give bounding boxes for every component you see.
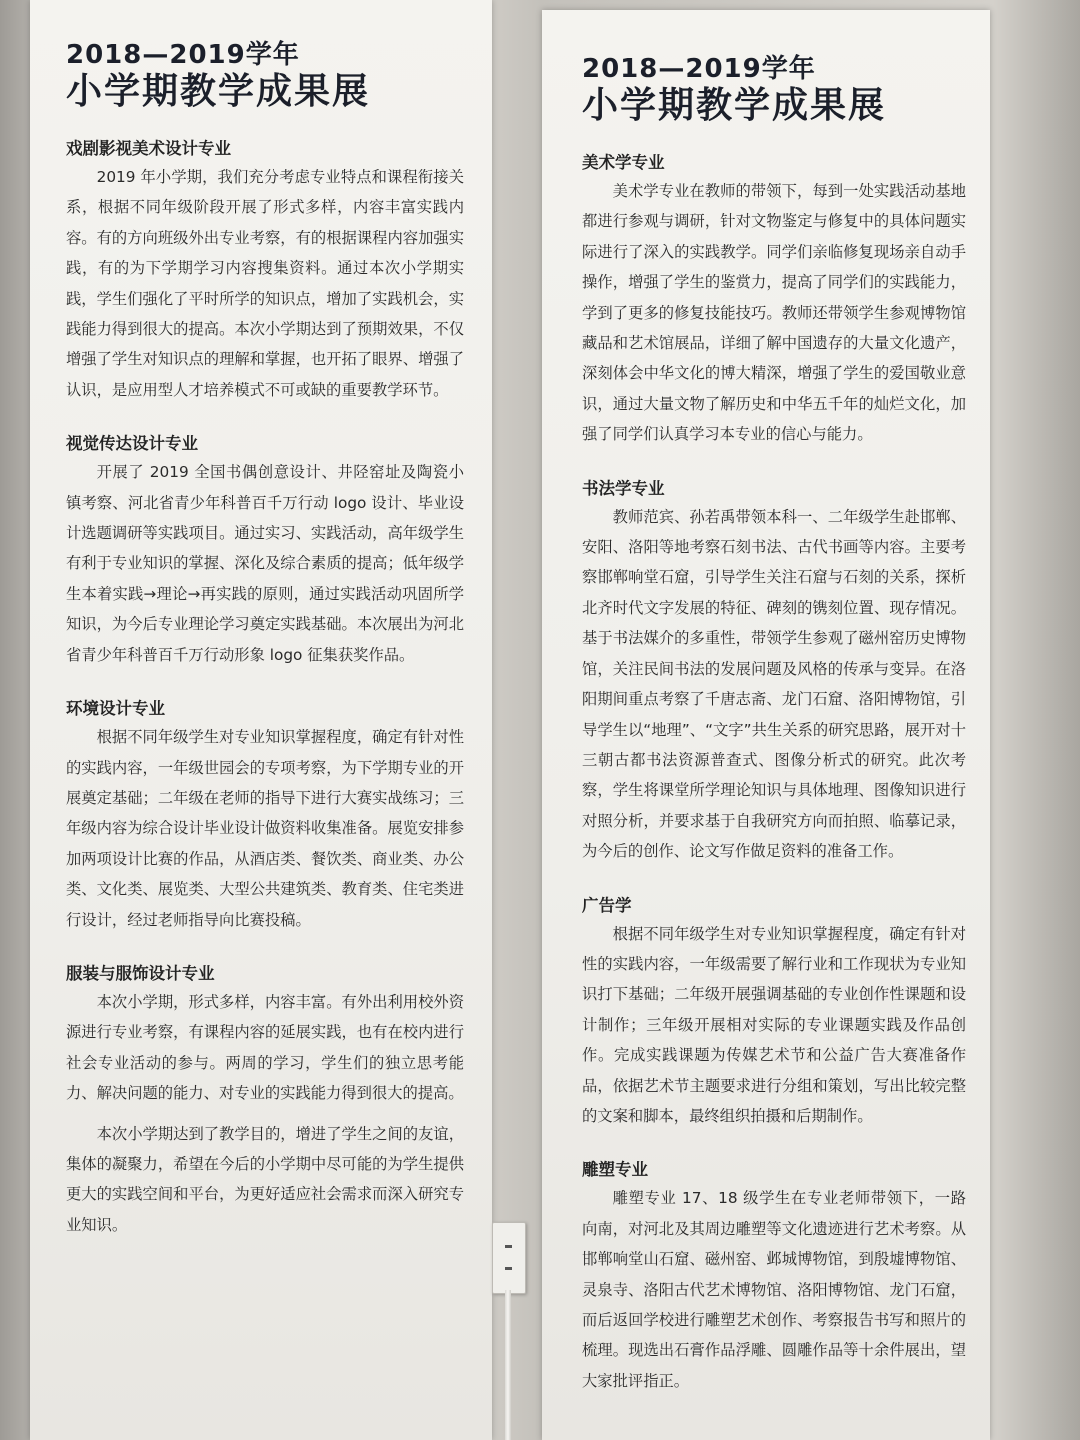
section-heading: 书法学专业 — [582, 478, 665, 498]
section-paragraph: 雕塑专业 17、18 级学生在专业老师带领下，一路向南，对河北及其周边雕塑等文化遗迹进行艺术考察。从邯郸响堂山石窟、磁州窑、邺城博物馆，到殷墟博物馆、灵泉寺、洛阳古代艺术博物馆、洛阳博物馆、龙门石窟，而后返回学校进行雕塑艺术创作、考察报告书写和照片的梳理。现选出石膏作品浮雕、圆雕作品等十余件展出，望大家批评指正。 — [582, 1189, 966, 1390]
section-heading: 雕塑专业 — [582, 1160, 648, 1180]
section-heading: 戏剧影视美术设计专业 — [66, 139, 231, 158]
section-paragraph: 本次小学期达到了教学目的，增进了学生之间的友谊，集体的凝聚力，希望在今后的小学期中尽可能的为学生提供更大的实践空间和平台，为更好适应社会需求而深入研究专业知识。 — [66, 1124, 464, 1234]
board-title: 小学期教学成果展 — [66, 71, 371, 112]
left-exhibition-board — [30, 0, 492, 1440]
section-calligraphy — [582, 476, 966, 867]
section-fashion-design — [66, 961, 464, 1240]
outlet-slot — [505, 1245, 512, 1248]
right-exhibition-board — [542, 10, 990, 1440]
board-title-year: 2018—2019学年 — [582, 54, 816, 84]
section-paragraph: 根据不同年级学生对专业知识掌握程度，确定有针对性的实践内容，一年级世园会的专项考察，为下学期专业的开展奠定基础；二年级在老师的指导下进行大赛实战练习；三年级内容为综合设计毕业设计做资料收集准备。展览安排参加两项设计比赛的作品，从酒店类、餐饮类、商业类、办公类、文化类、展览类、大型公共建筑类、教育类、住宅类进行设计，经过老师指导向比赛投稿。 — [66, 728, 464, 929]
section-drama-film-art-design — [66, 136, 464, 405]
section-paragraph: 教师范宾、孙若禹带领本科一、二年级学生赴邯郸、安阳、洛阳等地考察石刻书法、古代书画等内容。主要考察邯郸响堂石窟，引导学生关注石窟与石刻的关系，探析北齐时代文字发展的特征、碑刻的镌刻位置、现存情况。基于书法媒介的多重性，带领学生参观了磁州窑历史博物馆，关注民间书法的发展问题及风格的传承与变异。在洛阳期间重点考察了千唐志斋、龙门石窟、洛阳博物馆，引导学生以“地理”、“文字”共生关系的研究思路，展开对十三朝古都书法资源普查式、图像分析式的研究。此次考察，学生将课堂所学理论知识与具体地理、图像知识进行对照分析，并要求基于自我研究方向而拍照、临摹记录，为今后的创作、论文写作做足资料的准备工作。 — [582, 507, 966, 861]
section-fine-arts — [582, 150, 966, 450]
section-paragraph: 本次小学期，形式多样，内容丰富。有外出利用校外资源进行专业考察，有课程内容的延展实践，也有在校内进行社会专业活动的参与。两周的学习，学生们的独立思考能力、解决问题的能力、对专业的实践能力得到很大的提高。 — [66, 992, 464, 1103]
section-paragraph: 开展了 2019 全国书偶创意设计、井陉窑址及陶瓷小镇考察、河北省青少年科普百千万行动 logo 设计、毕业设计选题调研等实践项目。通过实习、实践活动，高年级学生有利于专业知识的掌握、深化及综合素质的提高；低年级学生本着实践→理论→再实践的原则，通过实践活动巩固所学知识，为今后专业理论学习奠定实践基础。本次展出为河北省青少年科普百千万行动形象 logo 征集获奖作品。 — [66, 463, 464, 664]
section-paragraph: 2019 年小学期，我们充分考虑专业特点和课程衔接关系，根据不同年级阶段开展了形式多样，内容丰富实践内容。有的方向班级外出专业考察，有的根据课程内容加强实践，有的为下学期学习内容搜集资料。通过本次小学期实践，学生们强化了平时所学的知识点，增加了实践机会，实践能力得到很大的提高。本次小学期达到了预期效果，不仅增强了学生对知识点的理解和掌握，也开拓了眼界、增强了认识，是应用型人才培养模式不可或缺的重要教学环节。 — [66, 168, 464, 399]
section-sculpture — [582, 1157, 966, 1396]
board-title-year: 2018—2019学年 — [66, 40, 300, 70]
outlet-slot — [505, 1267, 512, 1270]
section-visual-communication-design — [66, 431, 464, 670]
section-paragraph: 根据不同年级学生对专业知识掌握程度，确定有针对性的实践内容，一年级需要了解行业和工作现状为专业知识打下基础；二年级开展强调基础的专业创作性课题和设计制作；三年级开展相对实际的专业课题实践及作品创作。完成实践课题为传媒艺术节和公益广告大赛准备作品，依据艺术节主题要求进行分组和策划，写出比较完整的文案和脚本，最终组织拍摄和后期制作。 — [582, 924, 966, 1125]
section-environmental-design — [66, 696, 464, 935]
board-title: 小学期教学成果展 — [582, 85, 887, 126]
section-heading: 环境设计专业 — [66, 699, 165, 719]
section-heading: 视觉传达设计专业 — [66, 434, 198, 454]
section-advertising — [582, 893, 966, 1132]
power-outlet-icon — [492, 1222, 526, 1294]
section-heading: 美术学专业 — [582, 153, 665, 172]
section-paragraph: 美术学专业在教师的带领下，每到一处实践活动基地都进行参观与调研，针对文物鉴定与修复中的具体问题实际进行了深入的实践教学。同学们亲临修复现场亲自动手操作，增强了学生的鉴赏力，提高了同学们的实践能力，学到了更多的修复技能技巧。教师还带领学生参观博物馆藏品和艺术馆展品，详细了解中国遗存的大量文化遗产，深刻体会中华文化的博大精深，增强了学生的爱国敬业意识，通过大量文物了解历史和中华五千年的灿烂文化，加强了同学们认真学习本专业的信心与能力。 — [582, 182, 966, 444]
section-heading: 广告学 — [582, 895, 632, 915]
power-cable — [505, 1290, 511, 1440]
section-heading: 服装与服饰设计专业 — [66, 963, 215, 983]
